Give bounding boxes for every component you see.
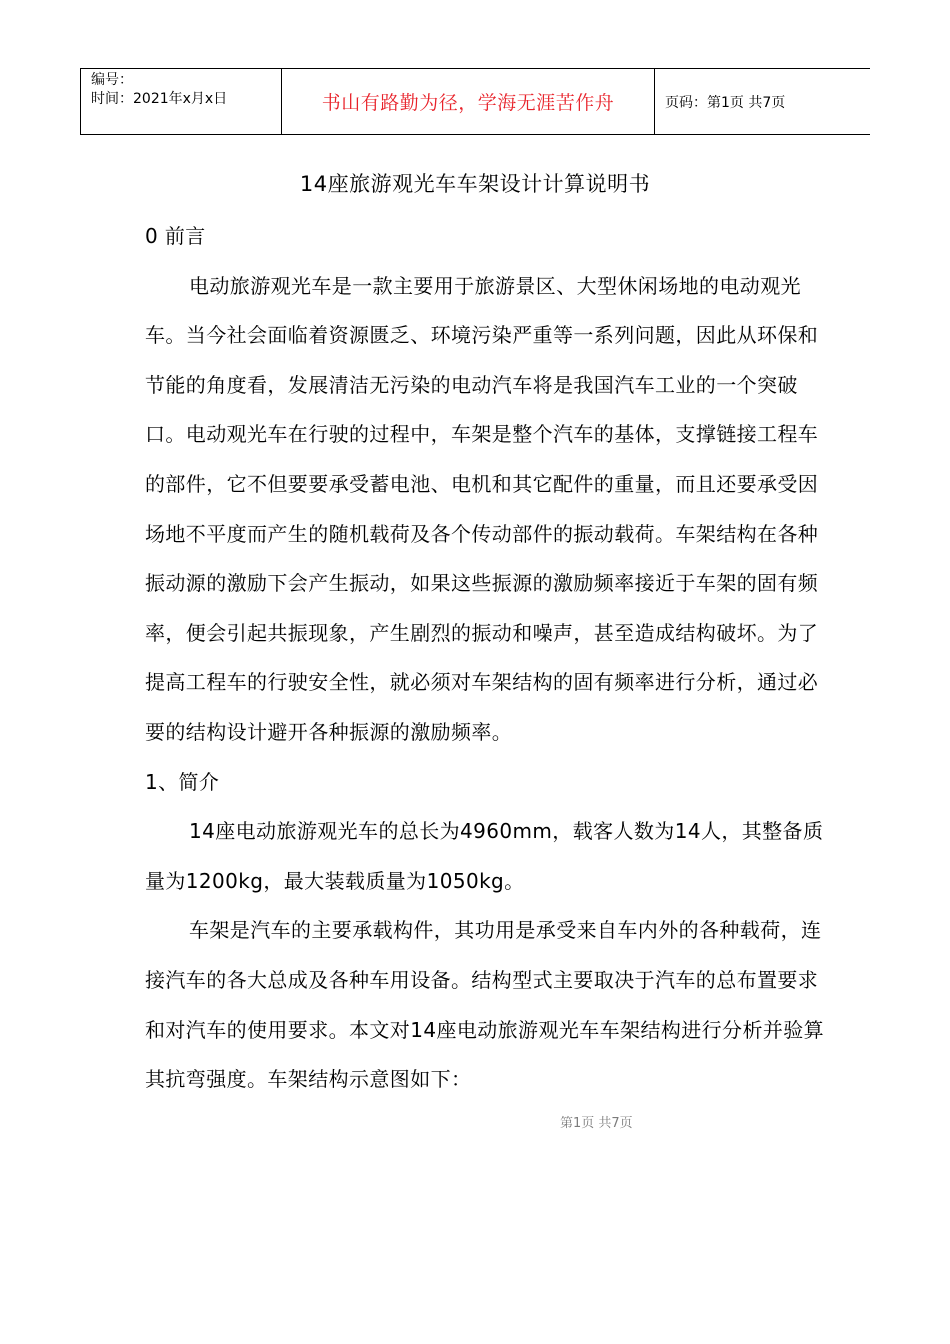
motto-cell [282, 69, 655, 134]
preface-paragraph: 电动旅游观光车是一款主要用于旅游景区、大型休闲场地的电动观光车。当今社会面临着资源匮乏、环境污染严重等一系列问题，因此从环保和节能的角度看，发展清洁无污染的电动汽车将是我国汽车工业的一个突破口。电动观光车在行驶的过程中，车架是整个汽车的基体，支撑链接工程车的部件，它不但要要承受蓄电池、电机和其它配件的重量，而且还要承受因场地不平度而产生的随机载荷及各个传动部件的振动载荷。车架结构在各种振动源的激励下会产生振动，如果这些振源的激励频率接近于车架的固有频率，便会引起共振现象，产生剧烈的振动和噪声，甚至造成结构破坏。为了提高工程车的行驶安全性，就必须对车架结构的固有频率进行分析，通过必要的结构设计避开各种振源的激励频率。 [145, 273, 819, 744]
document-header [80, 68, 870, 135]
motto-text: 书山有路勤为径，学海无涯苦作舟 [321, 92, 615, 114]
date-label: 时间：2021年x月x日 [91, 91, 228, 107]
header-meta-cell [80, 69, 282, 134]
page-info: 页码：第1页 共7页 [665, 94, 786, 111]
number-label: 编号： [91, 72, 133, 88]
intro-paragraph-2: 车架是汽车的主要承载构件，其功用是承受来自车内外的各种载荷，连接汽车的各大总成及各种车用设备。结构型式主要取决于汽车的总布置要求和对汽车的使用要求。本文对14座电动旅游观光车车架结构进行分析并验算其抗弯强度。车架结构示意图如下： [145, 918, 825, 1092]
intro-heading: 1、简介 [145, 769, 220, 794]
page-info-cell [655, 69, 870, 134]
intro-paragraph-1: 14座电动旅游观光车的总长为4960mm，载客人数为14人，其整备质量为1200kg，最大装载质量为1050kg。 [145, 819, 824, 893]
preface-heading: 0 前言 [145, 224, 206, 248]
page-footer-overlay: 第1页 共7页 [560, 1116, 633, 1131]
document-title: 14座旅游观光车车架设计计算说明书 [299, 172, 651, 196]
document-body [145, 212, 835, 1105]
